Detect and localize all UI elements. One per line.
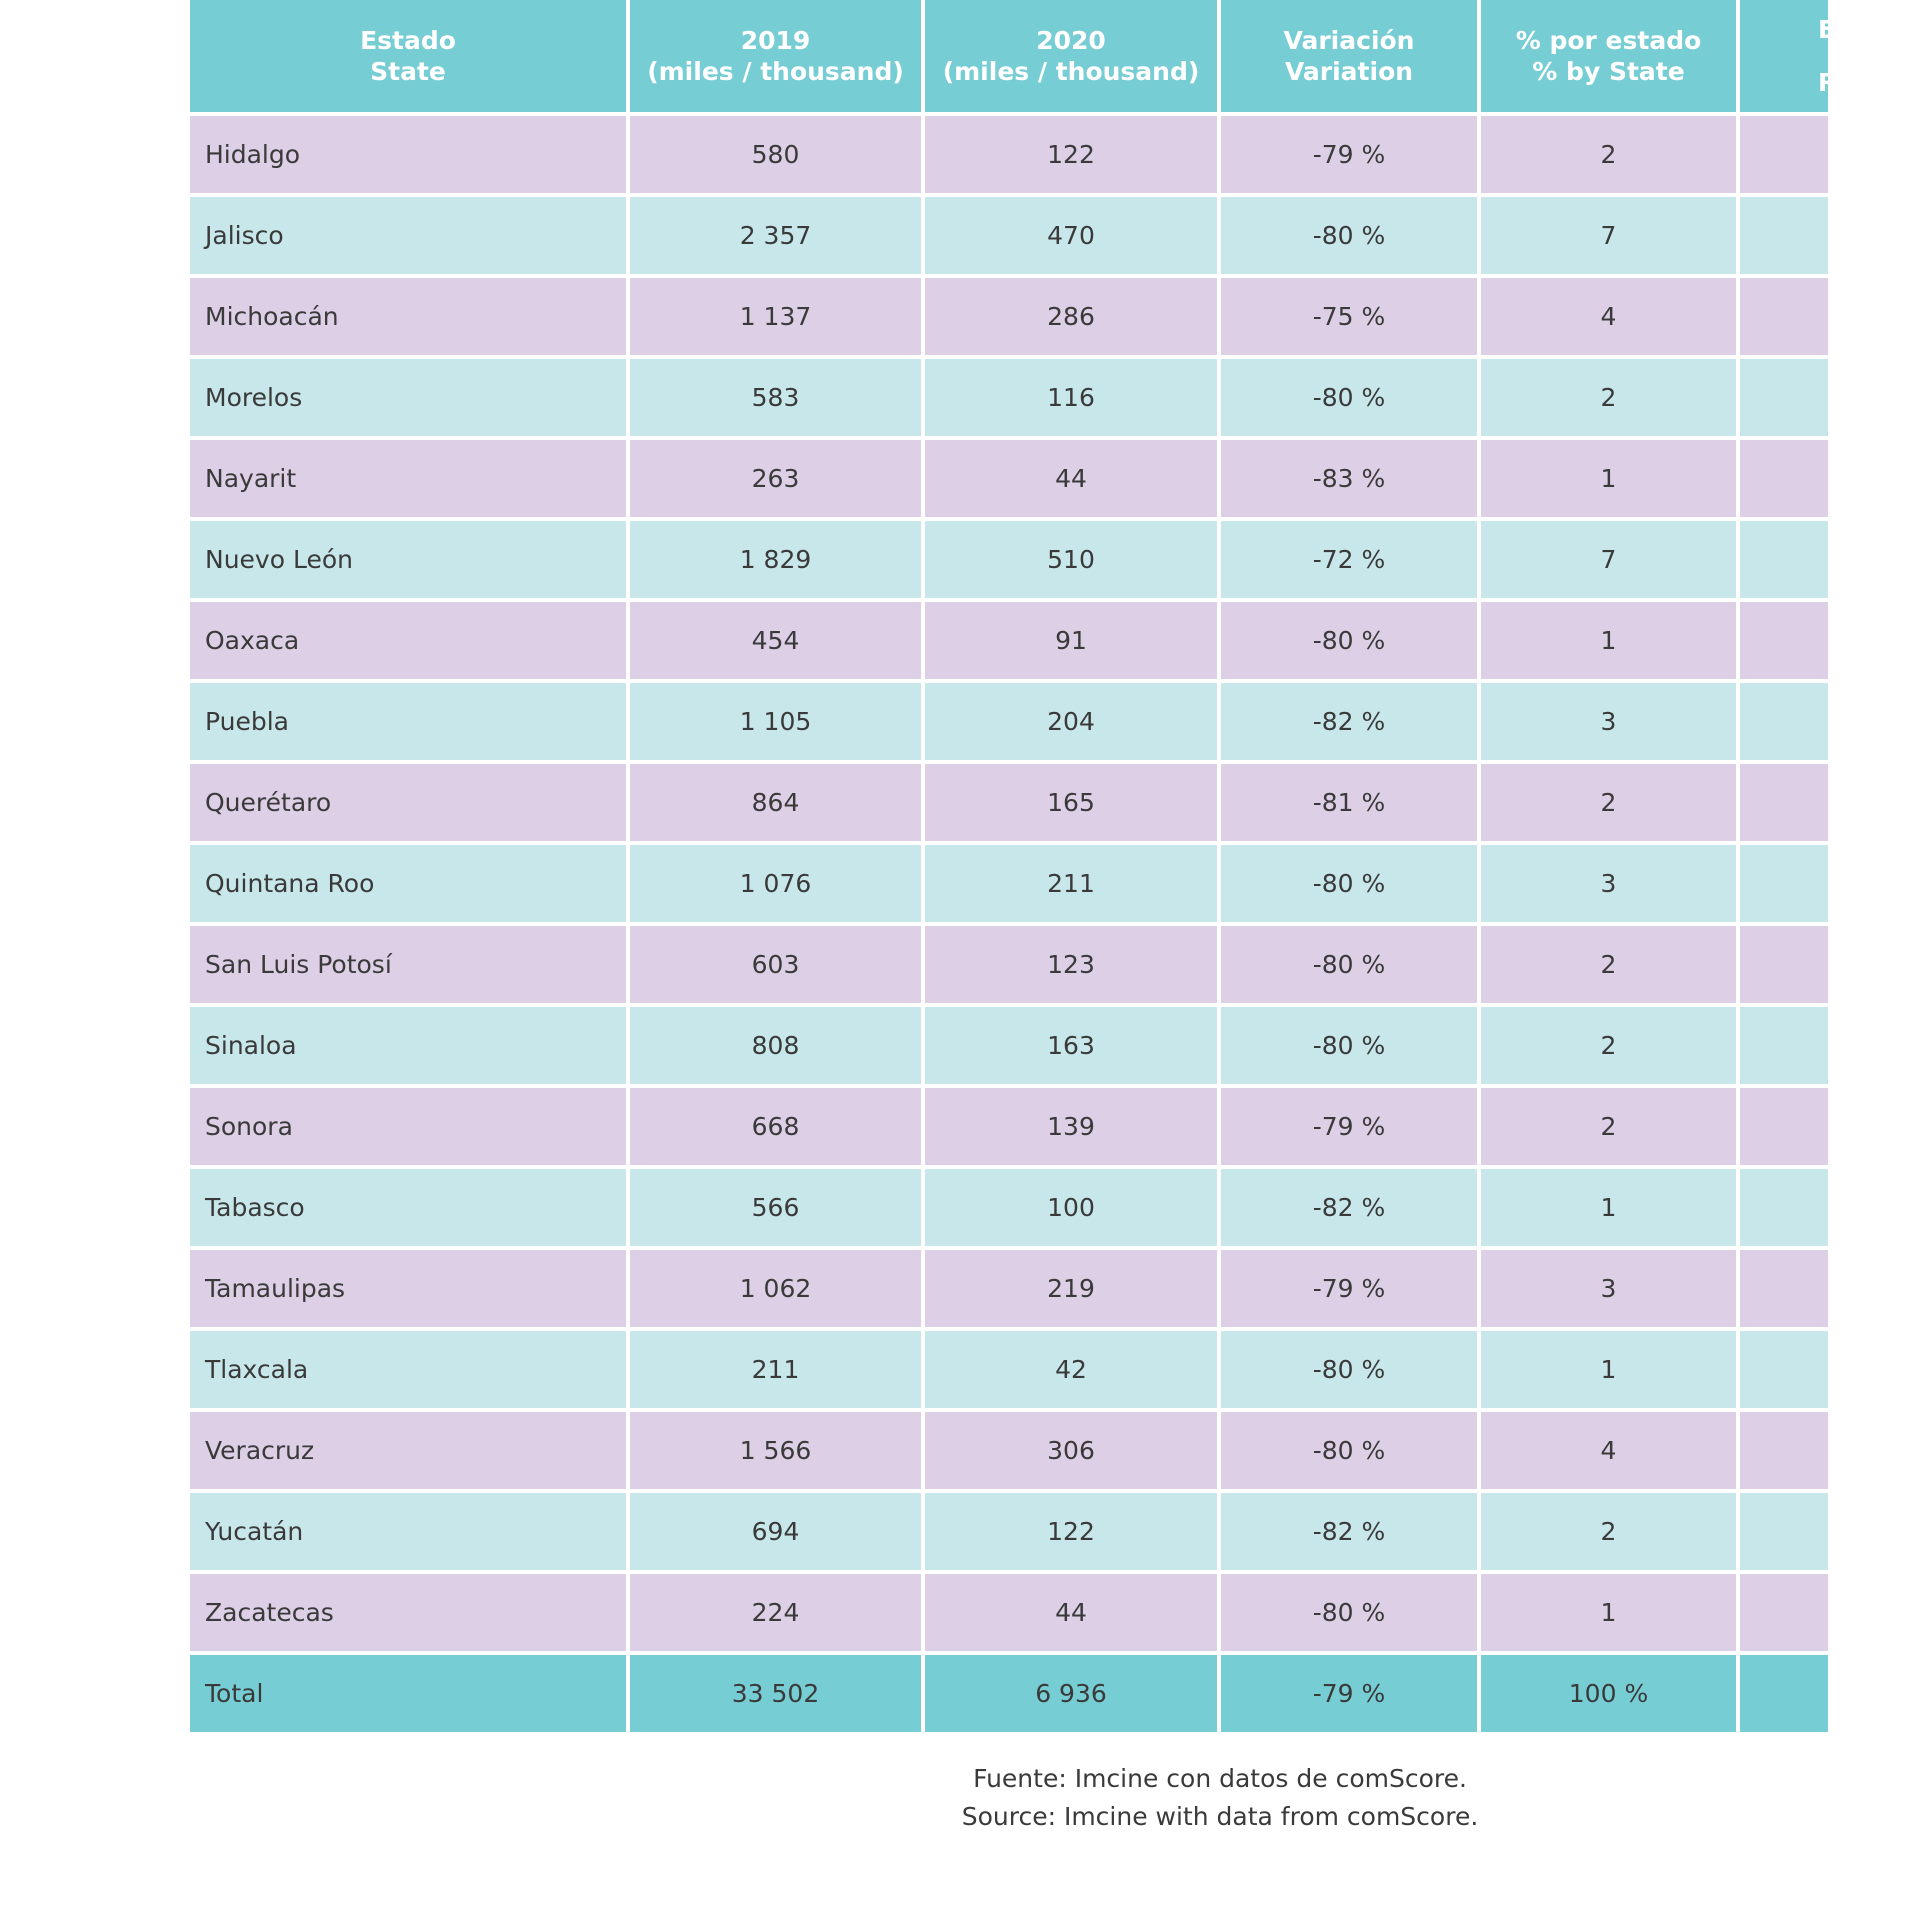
cell-2019: 603: [630, 926, 921, 1003]
table-row: [190, 1412, 1828, 1489]
cell-state: Zacatecas: [190, 1574, 626, 1651]
table-row: [190, 278, 1828, 355]
header-2020-unit: (miles / thousand): [942, 57, 1200, 86]
table-row: [190, 926, 1828, 1003]
cell-2020: 139: [925, 1088, 1217, 1165]
source-en: Source: Imcine with data from comScore.: [961, 1802, 1479, 1831]
cell-2019: 1 062: [630, 1250, 921, 1327]
cell-state: Oaxaca: [190, 602, 626, 679]
cell-pct-state: 1: [1481, 1331, 1736, 1408]
cell-variation: -82 %: [1221, 1169, 1477, 1246]
cell-2019: 668: [630, 1088, 921, 1165]
attendance-by-state-table: [186, 0, 1838, 1736]
cell-state: Tabasco: [190, 1169, 626, 1246]
cell-state: Nayarit: [190, 440, 626, 517]
cell-2019: 808: [630, 1007, 921, 1084]
cell-2019: 2 357: [630, 197, 921, 274]
header-state-en: State: [370, 57, 446, 86]
cell-2020: 42: [925, 1331, 1217, 1408]
header-2019-year: 2019: [740, 26, 811, 55]
cell-pct-state: 1: [1481, 602, 1736, 679]
table-row: [190, 1574, 1828, 1651]
cell-cut: [1740, 1493, 1828, 1570]
cell-pct-state: 2: [1481, 926, 1736, 1003]
cell-2020: 122: [925, 116, 1217, 193]
cell-variation: -80 %: [1221, 197, 1477, 274]
header-cut-line2: R: [1818, 68, 1838, 97]
cell-2020: 219: [925, 1250, 1217, 1327]
cell-pct-state: 1: [1481, 1169, 1736, 1246]
cell-state: Jalisco: [190, 197, 626, 274]
cell-cut: [1740, 1655, 1828, 1732]
cell-state: Yucatán: [190, 1493, 626, 1570]
cell-2020: 44: [925, 440, 1217, 517]
table-row: [190, 1007, 1828, 1084]
table-row: [190, 602, 1828, 679]
cell-2020: 91: [925, 602, 1217, 679]
cell-state: Sonora: [190, 1088, 626, 1165]
header-variation-es: Variación: [1283, 26, 1415, 55]
cell-cut: [1740, 683, 1828, 760]
cell-pct-state: 4: [1481, 278, 1736, 355]
cell-2020: 100: [925, 1169, 1217, 1246]
table-row: [190, 116, 1828, 193]
cell-cut: [1740, 926, 1828, 1003]
source-es: Fuente: Imcine con datos de comScore.: [973, 1764, 1467, 1793]
cell-variation: -82 %: [1221, 683, 1477, 760]
cell-variation: -80 %: [1221, 926, 1477, 1003]
cell-pct-state: 3: [1481, 1250, 1736, 1327]
cell-variation: -79 %: [1221, 1088, 1477, 1165]
header-variation: [1221, 0, 1477, 112]
cell-variation: -72 %: [1221, 521, 1477, 598]
table-row: [190, 764, 1828, 841]
cell-state: Michoacán: [190, 278, 626, 355]
total-row: [190, 1655, 1828, 1732]
table-row: [190, 521, 1828, 598]
cell-state: Tamaulipas: [190, 1250, 626, 1327]
header-2020-year: 2020: [1036, 26, 1106, 55]
cell-cut: [1740, 116, 1828, 193]
header-variation-en: Variation: [1284, 57, 1414, 86]
cell-cut: [1740, 764, 1828, 841]
cell-pct-state: 3: [1481, 845, 1736, 922]
table-row: [190, 440, 1828, 517]
header-2019-unit: (miles / thousand): [647, 57, 904, 86]
cell-cut: [1740, 1331, 1828, 1408]
table-row: [190, 1088, 1828, 1165]
cell-pct-state: 1: [1481, 440, 1736, 517]
cell-pct-state: 2: [1481, 1007, 1736, 1084]
cell-cut: [1740, 278, 1828, 355]
cell-cut: [1740, 197, 1828, 274]
cell-cut: [1740, 1250, 1828, 1327]
table-row: [190, 197, 1828, 274]
header-pct-state-en: % by State: [1532, 57, 1685, 86]
cell-pct-state: 2: [1481, 764, 1736, 841]
cell-cut: [1740, 1412, 1828, 1489]
cell-pct-state: 2: [1481, 1088, 1736, 1165]
cell-2019: 694: [630, 1493, 921, 1570]
cell-pct-state: 3: [1481, 683, 1736, 760]
cell-2020: 211: [925, 845, 1217, 922]
cell-state: Veracruz: [190, 1412, 626, 1489]
cell-2019: 1 566: [630, 1412, 921, 1489]
table-row: [190, 683, 1828, 760]
table-body: [190, 116, 1828, 1732]
cell-variation: -79 %: [1221, 1655, 1477, 1732]
cell-2019: 1 137: [630, 278, 921, 355]
cell-2020: 165: [925, 764, 1217, 841]
cell-variation: -80 %: [1221, 1574, 1477, 1651]
cell-variation: -80 %: [1221, 1331, 1477, 1408]
cell-state: Hidalgo: [190, 116, 626, 193]
header-state-es: Estado: [360, 26, 456, 55]
table-row: [190, 359, 1828, 436]
cell-state: Total: [190, 1655, 626, 1732]
cell-variation: -75 %: [1221, 278, 1477, 355]
cell-2020: 6 936: [925, 1655, 1217, 1732]
header-cut-line1: E: [1818, 15, 1836, 44]
cell-cut: [1740, 1088, 1828, 1165]
cell-cut: [1740, 602, 1828, 679]
cell-cut: [1740, 1574, 1828, 1651]
cell-variation: -80 %: [1221, 1412, 1477, 1489]
cell-pct-state: 7: [1481, 197, 1736, 274]
cell-pct-state: 2: [1481, 359, 1736, 436]
cell-2019: 224: [630, 1574, 921, 1651]
cell-state: Sinaloa: [190, 1007, 626, 1084]
cell-state: Quintana Roo: [190, 845, 626, 922]
cell-variation: -80 %: [1221, 602, 1477, 679]
cell-2019: 566: [630, 1169, 921, 1246]
cell-cut: [1740, 1169, 1828, 1246]
header-pct-state-es: % por estado: [1515, 26, 1702, 55]
cell-variation: -79 %: [1221, 116, 1477, 193]
cell-2020: 510: [925, 521, 1217, 598]
cell-pct-state: 4: [1481, 1412, 1736, 1489]
cell-state: Nuevo León: [190, 521, 626, 598]
cell-variation: -80 %: [1221, 845, 1477, 922]
cell-variation: -80 %: [1221, 359, 1477, 436]
cell-pct-state: 2: [1481, 1493, 1736, 1570]
source-note: [900, 1760, 1540, 1836]
cell-variation: -79 %: [1221, 1250, 1477, 1327]
cell-cut: [1740, 1007, 1828, 1084]
cell-2020: 470: [925, 197, 1217, 274]
table-row: [190, 1169, 1828, 1246]
table-row: [190, 1331, 1828, 1408]
cell-2019: 583: [630, 359, 921, 436]
cell-2020: 286: [925, 278, 1217, 355]
cell-cut: [1740, 845, 1828, 922]
cell-pct-state: 1: [1481, 1574, 1736, 1651]
cell-pct-state: 2: [1481, 116, 1736, 193]
cell-state: Tlaxcala: [190, 1331, 626, 1408]
cell-pct-state: 100 %: [1481, 1655, 1736, 1732]
header-pct-state: [1481, 0, 1736, 112]
cell-variation: -81 %: [1221, 764, 1477, 841]
cell-2020: 306: [925, 1412, 1217, 1489]
cell-pct-state: 7: [1481, 521, 1736, 598]
cell-2020: 122: [925, 1493, 1217, 1570]
cell-2019: 454: [630, 602, 921, 679]
cell-2020: 204: [925, 683, 1217, 760]
cell-state: San Luis Potosí: [190, 926, 626, 1003]
header-state: [190, 0, 626, 112]
cell-state: Puebla: [190, 683, 626, 760]
cell-2019: 1 105: [630, 683, 921, 760]
cell-2019: 864: [630, 764, 921, 841]
header-2020: [925, 0, 1217, 112]
cell-cut: [1740, 359, 1828, 436]
cell-variation: -82 %: [1221, 1493, 1477, 1570]
cell-2019: 263: [630, 440, 921, 517]
cell-2020: 44: [925, 1574, 1217, 1651]
cell-state: Morelos: [190, 359, 626, 436]
header-2019: [630, 0, 921, 112]
table-row: [190, 845, 1828, 922]
header-cut-column: [1740, 0, 1838, 112]
cell-cut: [1740, 440, 1828, 517]
cell-2020: 116: [925, 359, 1217, 436]
cell-2019: 1 076: [630, 845, 921, 922]
table-row: [190, 1250, 1828, 1327]
table-row: [190, 1493, 1828, 1570]
cell-cut: [1740, 521, 1828, 598]
table-header-row: [190, 0, 1828, 112]
cell-variation: -80 %: [1221, 1007, 1477, 1084]
cell-2019: 33 502: [630, 1655, 921, 1732]
cell-2020: 163: [925, 1007, 1217, 1084]
cell-state: Querétaro: [190, 764, 626, 841]
cell-2019: 211: [630, 1331, 921, 1408]
cell-2020: 123: [925, 926, 1217, 1003]
cell-variation: -83 %: [1221, 440, 1477, 517]
cell-2019: 580: [630, 116, 921, 193]
cell-2019: 1 829: [630, 521, 921, 598]
